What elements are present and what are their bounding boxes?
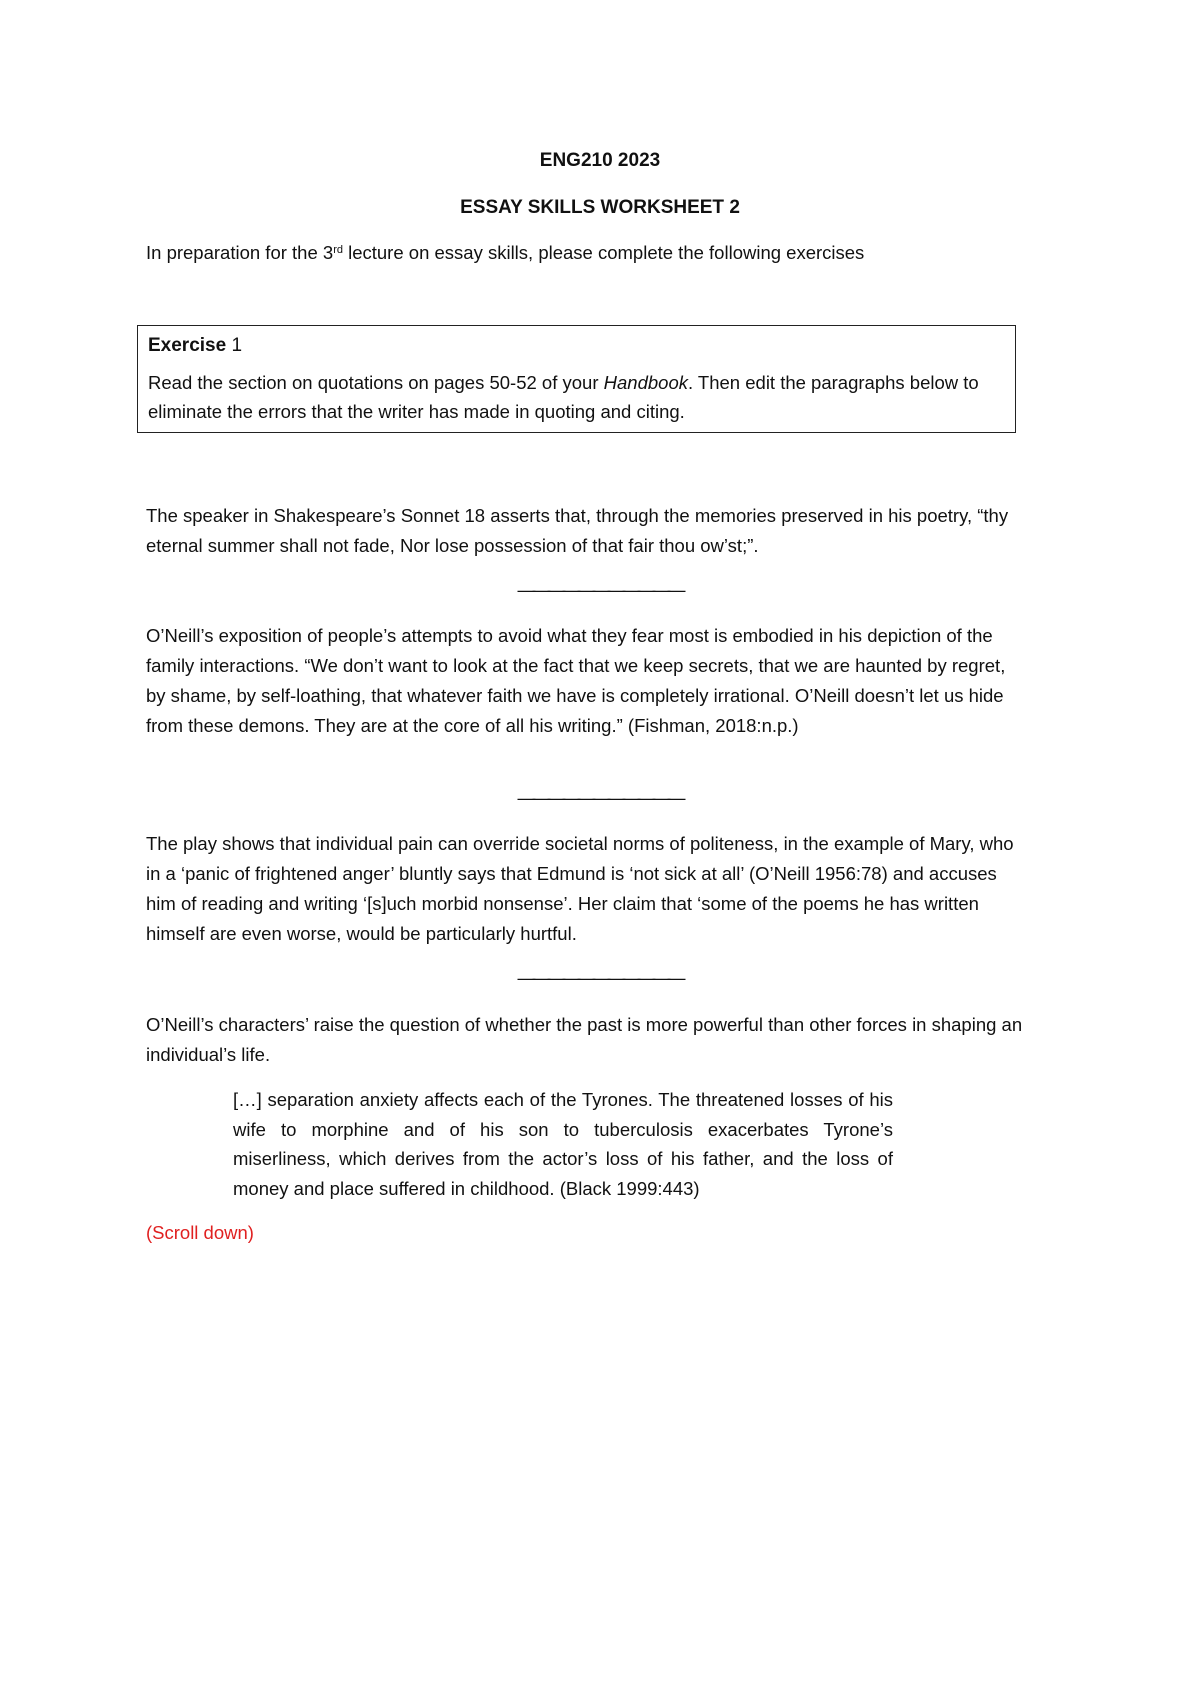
separator-line: ——————————— [517,968,683,988]
block-quotation: […] separation anxiety affects each of the Tyrones. The threatened losses of his wife to morphine and of his son to tuberculosis exacerbates Tyrone’s miserliness, which derives from the actor’s loss of his father, and the loss of money and place suffered in childhood. (Black 1999:443) [233,1089,893,1199]
worksheet-title: ESSAY SKILLS WORKSHEET 2 [460,197,740,218]
paragraph-mary: The play shows that individual pain can override societal norms of politeness, in the example of Mary, who in a ‘panic of frightened anger’ bluntly says that Edmund is ‘not sick at all’ (O’Neill 1956:78) and accuses him of reading and writing ‘[s]uch morbid nonsense’. Her claim that ‘some of the poems he has written himself are even worse, would be particularly hurtful. [146,833,1014,944]
exercise-instructions [148,368,1005,426]
exercise-text-before: Read the section on quotations on pages 50-52 of your [148,372,604,393]
paragraph-oneill-exposition: O’Neill’s exposition of people’s attempts to avoid what they fear most is embodied in his depiction of the family interactions. “We don’t want to look at the fact that we keep secrets, that we are haunted by regret, by shame, by self-loathing, that whatever faith we have is completely irrational. O’Neill doesn’t let us hide from these demons. They are at the core of all his writing.” (Fishman, 2018:n.p.) [146,625,1006,736]
intro-before: In preparation for the 3 [146,242,334,263]
scroll-down-note: (Scroll down) [146,1222,254,1243]
handbook-reference: Handbook [603,372,688,393]
exercise-text-after: . Then edit the paragraphs below to eliminate the errors that the writer has made in quoting and citing. [148,372,979,422]
intro-superscript: rd [333,244,343,256]
paragraph-sonnet: The speaker in Shakespeare’s Sonnet 18 asserts that, through the memories preserved in his poetry, “thy eternal summer shall not fade, Nor lose possession of that fair thou ow’st;”. [146,505,1009,556]
exercise-number: 1 [226,335,243,356]
exercise-label: Exercise [148,335,227,356]
exercise-heading [148,335,1005,357]
intro-text [146,242,864,264]
paragraph-characters: O’Neill’s characters’ raise the question of whether the past is more powerful than other forces in shaping an individual’s life. [146,1014,1023,1065]
intro-after: lecture on essay skills, please complete the following exercises [342,242,865,263]
course-title: ENG210 2023 [539,150,661,171]
exercise-box [137,325,1016,433]
separator-line: ——————————— [517,580,683,600]
separator-line: ——————————— [517,788,683,808]
